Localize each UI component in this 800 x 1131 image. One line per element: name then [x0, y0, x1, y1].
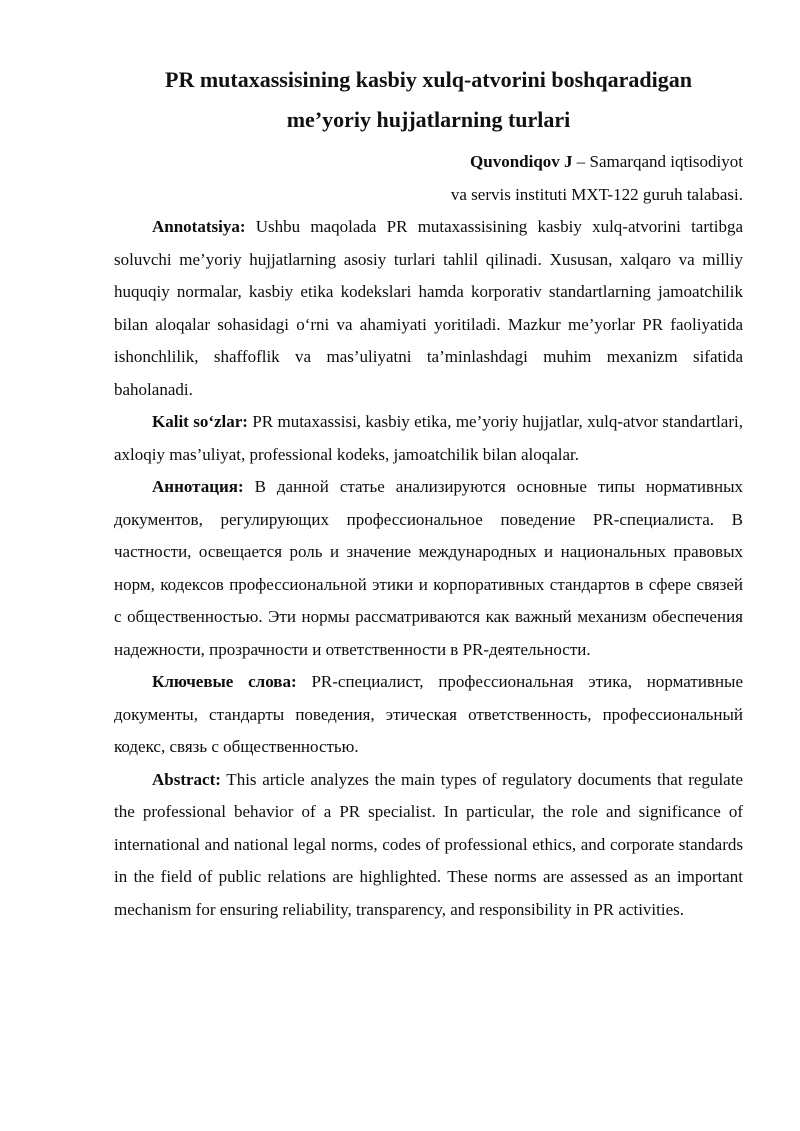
author-line-1	[114, 146, 743, 179]
document-body	[114, 146, 743, 926]
kalit-sozlar-paragraph	[114, 406, 743, 471]
page-title	[114, 60, 743, 140]
annotatsiya-paragraph	[114, 211, 743, 406]
annotatsiya-label: Annotatsiya:	[152, 217, 246, 236]
page-title-line-1: PR mutaxassisining kasbiy xulq-atvorini boshqaradigan	[165, 67, 692, 92]
annotatsiya-text: Ushbu maqolada PR mutaxassisining kasbiy xulq-atvorini tartibga soluvchi me’yoriy hujjatlarning asosiy turlari tahlil qilinadi. Xususan, xalqaro va milliy huquqiy normalar, kasbiy etika kodekslari hamda korporativ standartlarning jamoatchilik bilan aloqalar sohasidagi oʻrni va ahamiyati yoritiladi. Mazkur me’yorlar PR faoliyatida ishonchlilik, shaffoflik va mas’uliyatni ta’minlashdagi muhim mexanizm sifatida baholanadi.	[114, 217, 743, 399]
abstract-label: Abstract:	[152, 769, 221, 789]
kluchevye-slova-label: Ключевые слова:	[152, 672, 297, 691]
annotacia-ru-text: В данной статье анализируются основные типы нормативных документов, регулирующих профессиональное поведение PR-специалиста. В частности, освещается роль и значение международных и национальных правовых норм, кодексов профессиональной этики и корпоративных стандартов в сфере связей с общественностью. Эти нормы рассматриваются как важный механизм обеспечения надежности, прозрачности и ответственности в PR-деятельности.	[114, 477, 743, 659]
kluchevye-slova-text: PR-специалист, профессиональная этика, нормативные документы, стандарты поведения, этическая ответственность, профессиональный кодекс, связь с общественностью.	[114, 672, 744, 756]
kalit-sozlar-text: PR mutaxassisi, kasbiy etika, me’yoriy hujjatlar, xulq-atvor standartlari, axloqiy mas’uliyat, professional kodeks, jamoatchilik bilan aloqalar.	[114, 412, 743, 464]
abstract-text: This article analyzes the main types of regulatory documents that regulate the professional behavior of a PR specialist. In particular, the role and significance of international and national legal norms, codes of professional ethics, and corporate standards in the field of public relations are highlighted. These norms are assessed as an important mechanism for ensuring reliability, transparency, and responsibility in PR activities.	[114, 769, 743, 919]
page-title-line-2: me’yoriy hujjatlarning turlari	[286, 107, 571, 132]
annotacia-ru-paragraph	[114, 471, 743, 666]
abstract-paragraph	[114, 764, 743, 927]
author-line-2: va servis instituti MXT-122 guruh talabasi.	[450, 184, 743, 204]
annotacia-ru-label: Аннотация:	[152, 477, 244, 496]
author-name: Quvondiqov J	[470, 152, 573, 171]
kalit-sozlar-label: Kalit soʻzlar:	[152, 412, 248, 431]
kluchevye-slova-paragraph	[114, 666, 743, 764]
author-affiliation-start: – Samarqand iqtisodiyot	[572, 152, 743, 171]
author-block	[114, 146, 743, 211]
